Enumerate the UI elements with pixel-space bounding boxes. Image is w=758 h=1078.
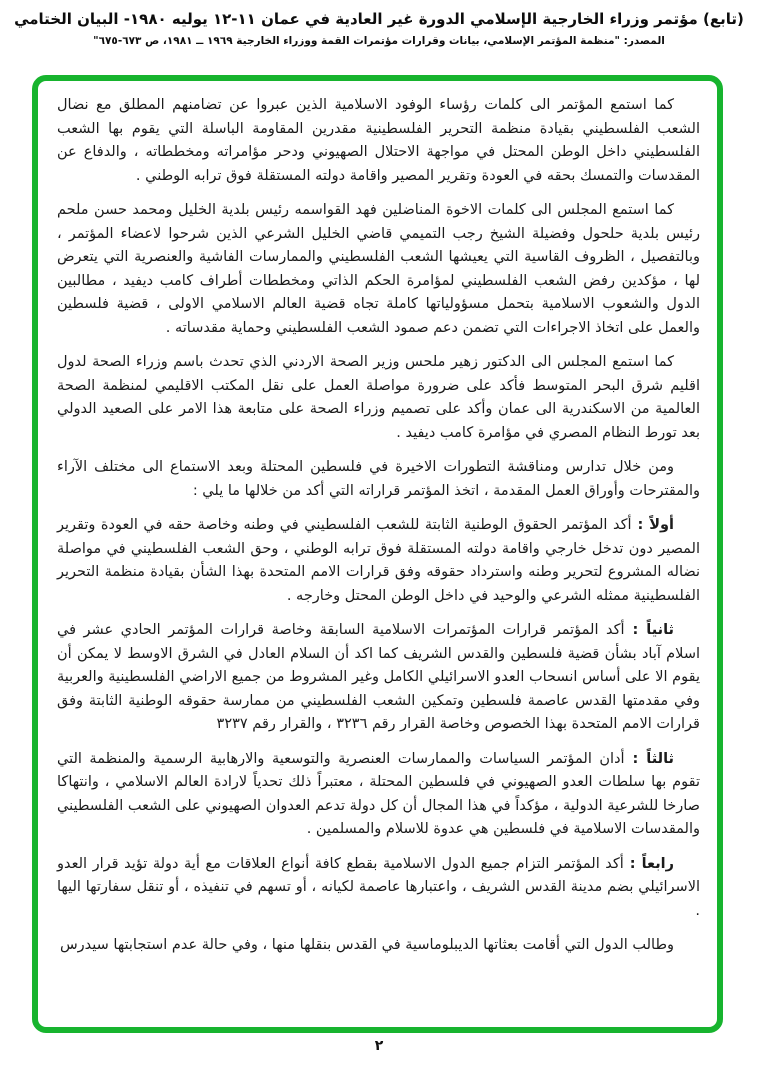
paragraph [57, 94, 700, 188]
paragraph-text: كما استمع المجلس الى كلمات الاخوة المناضلين فهد القواسمه رئيس بلدية الخليل ومحمد حسن ملحم رئيس بلدية حلحول وفضيلة الشيخ رجب التميمي قاضي الخليل الشرعي الذين شرحوا لاعضاء المؤتمر ، وبالتفصيل ، الظروف القاسية التي يعيشها الشعب الفلسطيني والممارسات الفاشية والعنصرية التي يتعرض لها ، مؤكدين رفض الشعب الفلسطيني لمؤامرة الحكم الذاتي ومخططات أطراف كامب ديفيد ، مطالبين الدول والشعوب الاسلامية بتحمل مسؤولياتها كاملة تجاه قضية العالم الاسلامي الاولى ، قضية فلسطين والعمل على اتخاذ الاجراءات التي تضمن دعم صمود الشعب الفلسطيني وحماية مقدساته . [57, 202, 700, 336]
paragraph-ordinal-label: ثانياً : [624, 622, 674, 638]
paragraph-text: كما استمع المؤتمر الى كلمات رؤساء الوفود الاسلامية الذين عبروا عن تضامنهم المطلق مع نضال الشعب الفلسطيني بقيادة منظمة التحرير الفلسطينية مقدرين المقاومة الباسلة التي يقوم بها الشعب الفلسطيني داخل الوطن المحتل في مواجهة الاحتلال الصهيوني ودحر مؤامراته ومخططاته ، والدفاع عن المقدسات والتمسك بحقه في العودة وتقرير المصير واقامة دولته المستقلة فوق ترابه الوطني . [57, 97, 700, 184]
paragraph-ordinal-label: ثالثاً : [624, 750, 674, 767]
page-number: ٢ [374, 1038, 384, 1054]
paragraph-text: أكد المؤتمر قرارات المؤتمرات الاسلامية السابقة وخاصة قرارات المؤتمر الحادي عشر في اسلام آباد بشأن قضية فلسطين والقدس الشريف كما اكد أن السلام العادل في الشرق الاوسط لا يمكن أن يقوم الا على أساس انسحاب العدو الاسرائيلي الكامل وغير المشروط من جميع الاراضي الفلسطينية والعربية وفي مقدمتها القدس عاصمة فلسطين وتمكين الشعب الفلسطيني من ممارسة حقوقه الوطنية الثابتة وفق قرارات الامم المتحدة بهذا الخصوص وخاصة القرار رقم ٣٢٣٦ ، والقرار رقم ٣٢٣٧ [57, 622, 700, 732]
paragraph-text: أدان المؤتمر السياسات والممارسات العنصرية والتوسعية والارهابية الرسمية والمنظمة التي تقوم بها سلطات العدو الصهيوني في فلسطين المحتلة ، معتبراً ذلك تحدياً لارادة العالم الاسلامي ، وانتهاكا صارخا للشرعية الدولية ، مؤكداً في هذا المجال أن كل دولة تدعم العدوان الصهيوني على الشعب الفلسطيني والمقدسات الاسلامية في فلسطين هي عدوة للاسلام والمسلمين . [57, 750, 700, 837]
paragraph-third [57, 748, 700, 842]
paragraph [57, 456, 700, 503]
paragraph [57, 351, 700, 445]
paragraph-ordinal-label: رابعاً : [623, 855, 674, 872]
green-annotation-border-box [32, 75, 723, 1033]
paragraph-first [57, 514, 700, 608]
paragraph-ordinal-label: أولاً : [631, 517, 674, 533]
paragraph-second [57, 619, 700, 737]
document-title: (تابع) مؤتمر وزراء الخارجية الإسلامي الدورة غير العادية في عمان ١١-١٢ يوليه ١٩٨٠- البيان الختامي [14, 10, 744, 28]
paragraph-text: أكد المؤتمر التزام جميع الدول الاسلامية بقطع كافة أنواع العلاقات مع أية دولة تؤيد قرار العدو الاسرائيلي بضم مدينة القدس الشريف ، واعتبارها عاصمة لكيانه ، أو تسهم في تنفيذه ، أو تنقل سفارتها اليها . [57, 855, 700, 919]
document-body [38, 81, 717, 966]
paragraph [57, 934, 700, 958]
paragraph-text: ومن خلال تدارس ومناقشة التطورات الاخيرة في فلسطين المحتلة وبعد الاستماع الى مختلف الآراء والمقترحات وأوراق العمل المقدمة ، اتخذ المؤتمر قراراته التي أكد من خلالها ما يلي : [57, 459, 700, 499]
paragraph [57, 199, 700, 340]
page-header [0, 10, 758, 47]
paragraph-text: كما استمع المجلس الى الدكتور زهير ملحس وزير الصحة الاردني الذي تحدث باسم وزراء الصحة لدول اقليم شرق البحر المتوسط فأكد على ضرورة مواصلة العمل على نقل المكتب الاقليمي لمنظمة الصحة العالمية من الاسكندرية الى عمان وأكد على تصميم وزراء الصحة على متابعة هذا الامر على الصعيد الدولي بعد تورط النظام المصري في مؤامرة كامب ديفيد . [57, 354, 700, 441]
source-line: المصدر: "منظمة المؤتمر الإسلامي، بيانات وقرارات مؤتمرات القمة ووزراء الخارجية ١٩٦٩ ــ ١٩٨١، ص ٦٧٣-٦٧٥" [93, 35, 665, 47]
paragraph-text: وطالب الدول التي أقامت بعثاتها الديبلوماسية في القدس بنقلها منها ، وفي حالة عدم استجابتها سيدرس [59, 937, 674, 953]
paragraph-text: أكد المؤتمر الحقوق الوطنية الثابتة للشعب الفلسطيني في وطنه وخاصة حقه في العودة وتقرير المصير دون تدخل خارجي واقامة دولته المستقلة فوق ترابه الوطني ، وحق الشعب الفلسطيني في مواصلة نضاله المشروع لتحرير وطنه واسترداد حقوقه وفق قرارات الامم المتحدة بهذا الشأن بقيادة منظمة التحرير الفلسطينية ممثله الشرعي والوحيد في داخل الوطن المحتل وخارجه . [57, 517, 700, 604]
paragraph-fourth [57, 853, 700, 924]
